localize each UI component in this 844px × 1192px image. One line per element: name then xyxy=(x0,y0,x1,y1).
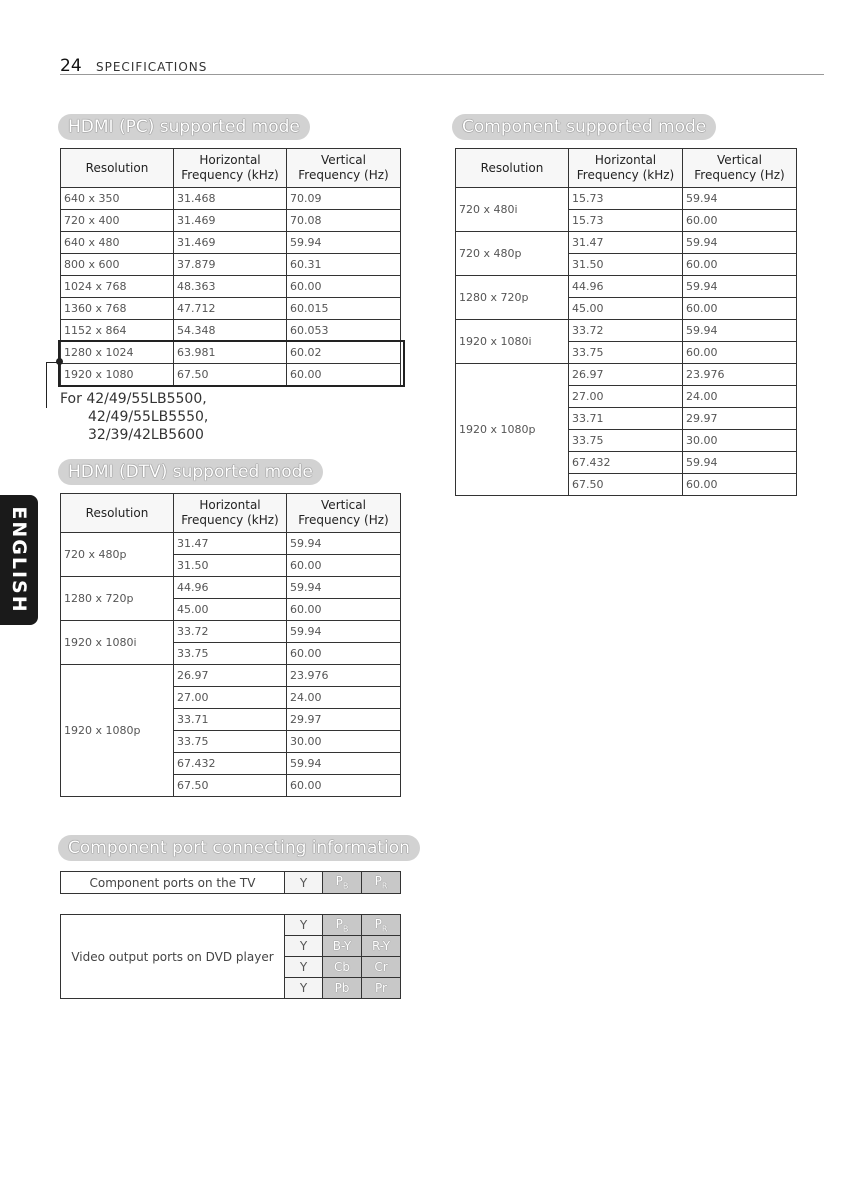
port-cell xyxy=(323,957,362,978)
resolution-cell: 1280 x 1024 xyxy=(61,342,174,364)
port-cell xyxy=(323,915,362,936)
horizontal-cell: 33.75 xyxy=(569,430,683,452)
port-cell xyxy=(285,915,323,936)
port-cell xyxy=(362,957,401,978)
horizontal-cell: 33.75 xyxy=(174,731,287,753)
port-subscript: B xyxy=(342,924,349,934)
resolution-cell: 1280 x 720p xyxy=(456,276,569,320)
port-cell xyxy=(285,978,323,999)
resolution-cell: 1024 x 768 xyxy=(61,276,174,298)
vertical-cell: 29.97 xyxy=(683,408,797,430)
vertical-cell: 60.00 xyxy=(287,364,401,386)
vertical-cell: 60.00 xyxy=(287,276,401,298)
vertical-cell: 24.00 xyxy=(287,687,401,709)
resolution-cell: 720 x 480p xyxy=(61,533,174,577)
vertical-header: Vertical Frequency (Hz) xyxy=(683,149,797,188)
model-note xyxy=(60,390,208,444)
table-row xyxy=(61,621,401,643)
vertical-cell: 70.08 xyxy=(287,210,401,232)
port-name: P xyxy=(374,874,382,889)
table-row xyxy=(61,577,401,599)
highlight-bracket xyxy=(58,340,405,387)
resolution-cell: 1920 x 1080 xyxy=(61,364,174,386)
horizontal-cell: 33.71 xyxy=(174,709,287,731)
port-cell xyxy=(285,872,323,894)
tv-ports-label: Component ports on the TV xyxy=(61,872,285,894)
port-name: Cr xyxy=(374,960,388,974)
vertical-cell: 59.94 xyxy=(287,621,401,643)
table-row xyxy=(456,188,797,210)
vertical-cell: 60.00 xyxy=(683,210,797,232)
port-cell xyxy=(362,936,401,957)
port-cell xyxy=(285,957,323,978)
vertical-cell: 70.09 xyxy=(287,188,401,210)
vertical-cell: 60.02 xyxy=(287,342,401,364)
resolution-cell: 1280 x 720p xyxy=(61,577,174,621)
horizontal-cell: 31.469 xyxy=(174,232,287,254)
vertical-cell: 60.00 xyxy=(683,254,797,276)
vertical-cell: 30.00 xyxy=(683,430,797,452)
resolution-cell: 1360 x 768 xyxy=(61,298,174,320)
vertical-cell: 59.94 xyxy=(287,232,401,254)
port-cell xyxy=(362,978,401,999)
horizontal-cell: 45.00 xyxy=(174,599,287,621)
table-row xyxy=(61,188,401,210)
port-name: Y xyxy=(299,960,308,974)
horizontal-cell: 54.348 xyxy=(174,320,287,342)
horizontal-cell: 27.00 xyxy=(174,687,287,709)
horizontal-cell: 15.73 xyxy=(569,210,683,232)
tv-ports-table xyxy=(60,871,401,894)
horizontal-cell: 26.97 xyxy=(174,665,287,687)
resolution-header: Resolution xyxy=(456,149,569,188)
port-name: Y xyxy=(299,875,308,890)
vertical-cell: 60.31 xyxy=(287,254,401,276)
vertical-cell: 29.97 xyxy=(287,709,401,731)
horizontal-cell: 26.97 xyxy=(569,364,683,386)
port-name: P xyxy=(335,916,343,931)
vertical-cell: 60.00 xyxy=(287,555,401,577)
table-row xyxy=(61,915,401,936)
vertical-cell: 23.976 xyxy=(287,665,401,687)
horizontal-cell: 44.96 xyxy=(569,276,683,298)
vertical-cell: 59.94 xyxy=(683,232,797,254)
horizontal-cell: 63.981 xyxy=(174,342,287,364)
port-cell xyxy=(323,872,362,894)
table-row xyxy=(61,298,401,320)
resolution-cell: 1152 x 864 xyxy=(61,320,174,342)
horizontal-cell: 67.50 xyxy=(569,474,683,496)
vertical-cell: 60.00 xyxy=(683,342,797,364)
horizontal-header: Horizontal Frequency (kHz) xyxy=(569,149,683,188)
resolution-cell: 1920 x 1080i xyxy=(61,621,174,665)
resolution-cell: 1920 x 1080i xyxy=(456,320,569,364)
dvd-ports-label: Video output ports on DVD player xyxy=(61,915,285,999)
vertical-cell: 59.94 xyxy=(287,577,401,599)
vertical-cell: 60.053 xyxy=(287,320,401,342)
vertical-cell: 60.00 xyxy=(683,298,797,320)
port-cell xyxy=(285,936,323,957)
connecting-title: Component port connecting information xyxy=(58,835,420,861)
page-number: 24 xyxy=(60,56,82,76)
resolution-cell: 800 x 600 xyxy=(61,254,174,276)
note-line: For 42/49/55LB5500, xyxy=(60,391,207,407)
horizontal-cell: 33.75 xyxy=(174,643,287,665)
horizontal-cell: 67.432 xyxy=(569,452,683,474)
resolution-cell: 720 x 480i xyxy=(456,188,569,232)
table-row xyxy=(456,232,797,254)
hdmi-pc-title: HDMI (PC) supported mode xyxy=(58,114,310,140)
horizontal-cell: 31.50 xyxy=(174,555,287,577)
table-header-row xyxy=(61,494,401,533)
horizontal-cell: 67.432 xyxy=(174,753,287,775)
vertical-cell: 30.00 xyxy=(287,731,401,753)
vertical-cell: 60.00 xyxy=(683,474,797,496)
port-subscript: R xyxy=(381,924,388,934)
horizontal-cell: 31.468 xyxy=(174,188,287,210)
port-name: P xyxy=(374,916,382,931)
resolution-cell: 720 x 400 xyxy=(61,210,174,232)
horizontal-cell: 44.96 xyxy=(174,577,287,599)
horizontal-cell: 48.363 xyxy=(174,276,287,298)
vertical-cell: 60.00 xyxy=(287,775,401,797)
vertical-cell: 60.00 xyxy=(287,643,401,665)
note-line: 32/39/42LB5600 xyxy=(88,427,204,443)
vertical-cell: 59.94 xyxy=(683,320,797,342)
horizontal-cell: 33.75 xyxy=(569,342,683,364)
resolution-cell: 1920 x 1080p xyxy=(61,665,174,797)
horizontal-header: Horizontal Frequency (kHz) xyxy=(174,149,287,188)
resolution-cell: 640 x 480 xyxy=(61,232,174,254)
vertical-cell: 59.94 xyxy=(683,188,797,210)
horizontal-cell: 27.00 xyxy=(569,386,683,408)
table-row xyxy=(456,276,797,298)
page-header xyxy=(60,58,824,75)
horizontal-cell: 33.72 xyxy=(174,621,287,643)
horizontal-cell: 31.47 xyxy=(569,232,683,254)
table-row xyxy=(61,665,401,687)
dvd-ports-table xyxy=(60,914,401,999)
vertical-header: Vertical Frequency (Hz) xyxy=(287,494,401,533)
horizontal-cell: 67.50 xyxy=(174,364,287,386)
table-row xyxy=(61,210,401,232)
vertical-cell: 59.94 xyxy=(287,533,401,555)
resolution-header: Resolution xyxy=(61,149,174,188)
table-row xyxy=(61,872,401,894)
vertical-cell: 24.00 xyxy=(683,386,797,408)
vertical-cell: 59.94 xyxy=(287,753,401,775)
vertical-cell: 59.94 xyxy=(683,452,797,474)
horizontal-cell: 47.712 xyxy=(174,298,287,320)
resolution-cell: 1920 x 1080p xyxy=(456,364,569,496)
port-name: R-Y xyxy=(371,939,391,953)
component-title: Component supported mode xyxy=(452,114,716,140)
note-line: 42/49/55LB5550, xyxy=(88,409,209,425)
port-subscript: R xyxy=(381,881,388,891)
port-name: P xyxy=(335,874,343,889)
resolution-cell: 720 x 480p xyxy=(456,232,569,276)
port-cell xyxy=(323,936,362,957)
vertical-cell: 23.976 xyxy=(683,364,797,386)
port-subscript: B xyxy=(342,881,349,891)
vertical-cell: 60.015 xyxy=(287,298,401,320)
horizontal-cell: 37.879 xyxy=(174,254,287,276)
horizontal-cell: 31.47 xyxy=(174,533,287,555)
horizontal-header: Horizontal Frequency (kHz) xyxy=(174,494,287,533)
port-name: Y xyxy=(299,981,308,995)
table-row xyxy=(456,320,797,342)
table-row xyxy=(61,232,401,254)
hdmi-dtv-title: HDMI (DTV) supported mode xyxy=(58,459,323,485)
horizontal-cell: 31.469 xyxy=(174,210,287,232)
language-tab-label: ENGLISH xyxy=(8,506,30,614)
table-row xyxy=(61,276,401,298)
table-row xyxy=(61,533,401,555)
port-name: Y xyxy=(299,918,308,932)
resolution-header: Resolution xyxy=(61,494,174,533)
port-name: Cb xyxy=(334,960,350,974)
horizontal-cell: 45.00 xyxy=(569,298,683,320)
port-cell xyxy=(362,915,401,936)
component-table xyxy=(455,148,797,496)
bracket-dot xyxy=(56,358,63,365)
resolution-cell: 640 x 350 xyxy=(61,188,174,210)
horizontal-cell: 33.71 xyxy=(569,408,683,430)
vertical-cell: 60.00 xyxy=(287,599,401,621)
hdmi-dtv-table xyxy=(60,493,401,797)
port-name: B-Y xyxy=(332,939,352,953)
vertical-cell: 59.94 xyxy=(683,276,797,298)
vertical-header: Vertical Frequency (Hz) xyxy=(287,149,401,188)
port-name: Pr xyxy=(375,981,387,995)
table-row xyxy=(61,254,401,276)
bracket-line xyxy=(46,362,47,408)
port-name: Y xyxy=(299,939,308,953)
port-cell xyxy=(323,978,362,999)
horizontal-cell: 33.72 xyxy=(569,320,683,342)
table-row xyxy=(61,320,401,342)
horizontal-cell: 31.50 xyxy=(569,254,683,276)
horizontal-cell: 15.73 xyxy=(569,188,683,210)
page-title: SPECIFICATIONS xyxy=(96,60,208,74)
port-name: Pb xyxy=(334,981,350,995)
horizontal-cell: 67.50 xyxy=(174,775,287,797)
table-header-row xyxy=(61,149,401,188)
port-cell xyxy=(362,872,401,894)
language-tab xyxy=(0,495,38,625)
table-row xyxy=(456,364,797,386)
table-header-row xyxy=(456,149,797,188)
